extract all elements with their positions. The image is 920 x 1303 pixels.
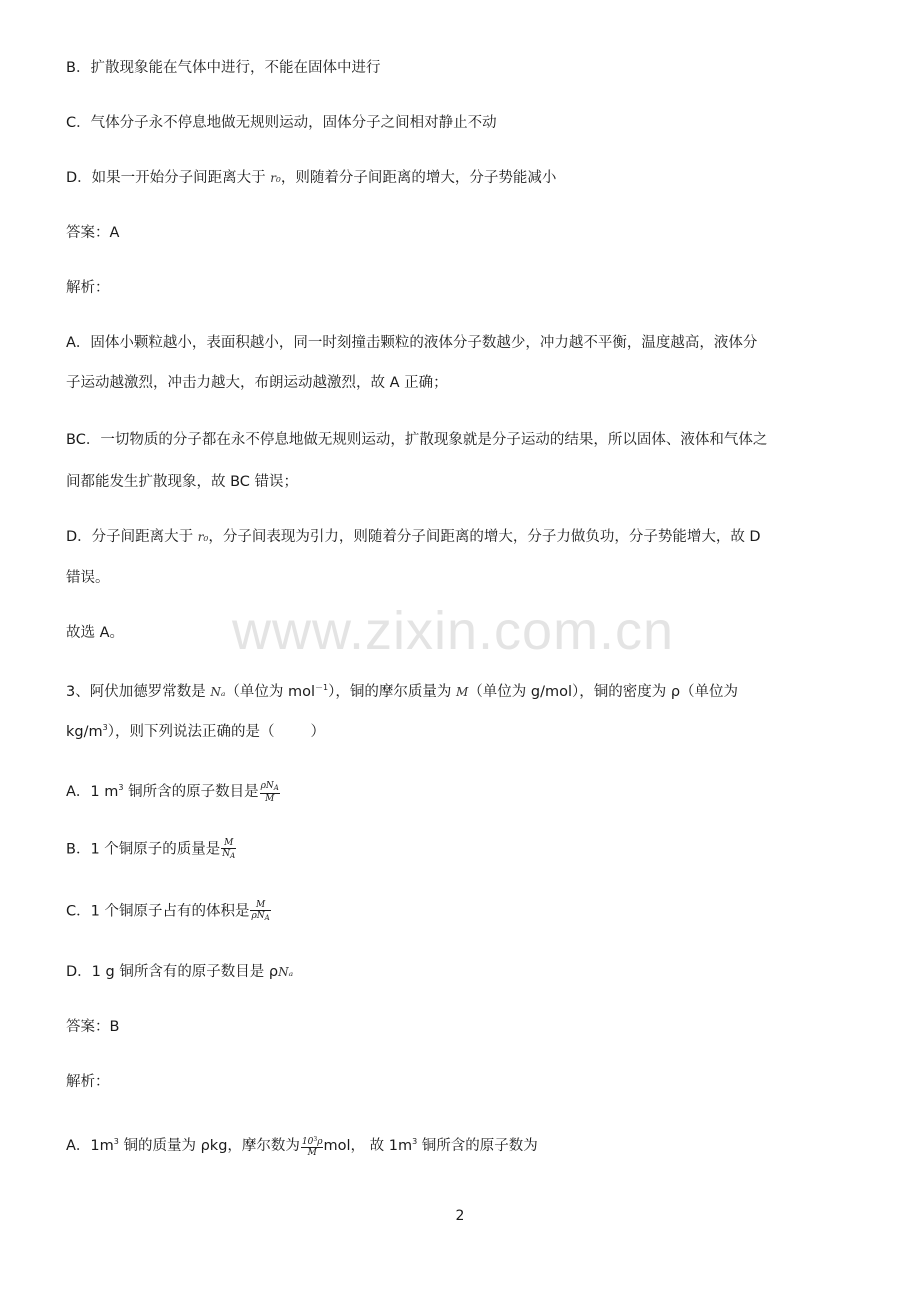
fraction xyxy=(301,1135,324,1158)
fraction-denominator: M xyxy=(265,793,275,804)
q3-analysis-a-text: A．1m xyxy=(66,1138,114,1154)
q3-option-a xyxy=(66,778,280,804)
q3-analysis-a-text-c: mol， 故 1m xyxy=(323,1138,413,1154)
q2-analysis-d-line1 xyxy=(66,527,761,547)
q2-analysis-label: 解析： xyxy=(66,280,110,296)
superscript: 3 xyxy=(412,1137,418,1146)
q3-option-c xyxy=(66,900,271,923)
q2-analysis-d-text-b: ，分子间表现为引力，则随着分子间距离的增大，分子力做负功，分子势能增大，故 D xyxy=(208,529,761,545)
q3-stem-text-e: kg/m xyxy=(66,724,103,740)
fraction-denominator: $N_A$ xyxy=(222,849,236,860)
q2-analysis-bc-line2: 间都能发生扩散现象，故 BC 错误； xyxy=(66,474,299,490)
fraction-numerator: $\rho N_A$ xyxy=(260,780,279,792)
superscript: －1 xyxy=(315,683,329,692)
fraction xyxy=(260,781,280,804)
q3-option-b xyxy=(66,838,236,861)
fraction-denominator: M xyxy=(307,1147,317,1158)
fraction-numerator: M xyxy=(221,838,236,849)
q3-stem-text-c: ），铜的摩尔质量为 xyxy=(328,684,456,700)
watermark: www.zixin.com.cn xyxy=(232,601,675,661)
q2-option-d-text-b: ，则随着分子间距离的增大，分子势能减小 xyxy=(280,170,557,186)
superscript: 3 xyxy=(113,1137,119,1146)
q3-stem-text-b: （单位为 mol xyxy=(225,684,315,700)
q3-stem-text-d: （单位为 g/mol），铜的密度为 ρ（单位为 xyxy=(468,684,739,700)
q3-analysis-label: 解析： xyxy=(66,1074,110,1090)
fraction-numerator: $10^3\rho$ xyxy=(301,1135,323,1147)
q2-analysis-bc-line1: BC．一切物质的分子都在永不停息地做无规则运动，扩散现象就是分子运动的结果，所以固体、液体和气体之 xyxy=(66,432,768,448)
fraction xyxy=(221,838,236,861)
q3-analysis-a-text-d: 铜所含的原子数为 xyxy=(417,1138,538,1154)
avogadro-symbol: Nₐ xyxy=(278,965,294,979)
avogadro-symbol: Nₐ xyxy=(210,685,226,699)
q3-option-a-text-b: 铜所含的原子数目是 xyxy=(123,784,259,800)
q2-option-b: B．扩散现象能在气体中进行，不能在固体中进行 xyxy=(66,60,381,76)
fraction-denominator: $\rho N_A$ xyxy=(251,911,270,922)
q2-analysis-d-text-a: D．分子间距离大于 xyxy=(66,529,198,545)
q3-analysis-a xyxy=(66,1132,538,1158)
q2-analysis-a-line2: 子运动越激烈，冲击力越大，布朗运动越激烈，故 A 正确； xyxy=(66,375,448,391)
q3-option-b-text: B．1 个铜原子的质量是 xyxy=(66,841,221,858)
q3-stem-line1 xyxy=(66,678,738,702)
q2-option-c: C．气体分子永不停息地做无规则运动，固体分子之间相对静止不动 xyxy=(66,115,497,131)
q3-stem-text-g: ） xyxy=(310,724,325,740)
fraction xyxy=(250,900,270,923)
q3-option-d xyxy=(66,962,293,982)
q3-answer: 答案：B xyxy=(66,1019,120,1035)
q2-conclusion: 故选 A。 xyxy=(66,625,125,641)
q3-option-a-text: A．1 m xyxy=(66,784,119,800)
r0-symbol: r₀ xyxy=(270,171,281,185)
q3-stem-text-a: 3、阿伏加德罗常数是 xyxy=(66,684,211,700)
fraction-numerator: M xyxy=(250,900,270,911)
q3-stem-text-f: ），则下列说法正确的是（ xyxy=(107,724,275,740)
q2-option-d-text-a: D．如果一开始分子间距离大于 xyxy=(66,170,271,186)
q3-option-d-text: D．1 g 铜所含有的原子数目是 ρ xyxy=(66,964,279,980)
q2-option-d xyxy=(66,168,556,188)
q2-answer: 答案：A xyxy=(66,225,120,241)
superscript: 3 xyxy=(118,783,124,792)
q2-analysis-a-line1: A．固体小颗粒越小，表面积越小，同一时刻撞击颗粒的液体分子数越少，冲力越不平衡，温度越高，液体分 xyxy=(66,335,758,351)
page-number: 2 xyxy=(455,1208,465,1224)
q3-stem-line2 xyxy=(66,718,325,742)
q3-analysis-a-text-b: 铜的质量为 ρkg，摩尔数为 xyxy=(118,1138,300,1154)
molar-mass-symbol: M xyxy=(455,685,469,699)
r0-symbol: r₀ xyxy=(197,530,209,544)
superscript: 3 xyxy=(102,723,108,732)
q3-option-c-text: C．1 个铜原子占有的体积是 xyxy=(66,903,250,920)
q2-analysis-d-line2: 错误。 xyxy=(66,570,110,586)
